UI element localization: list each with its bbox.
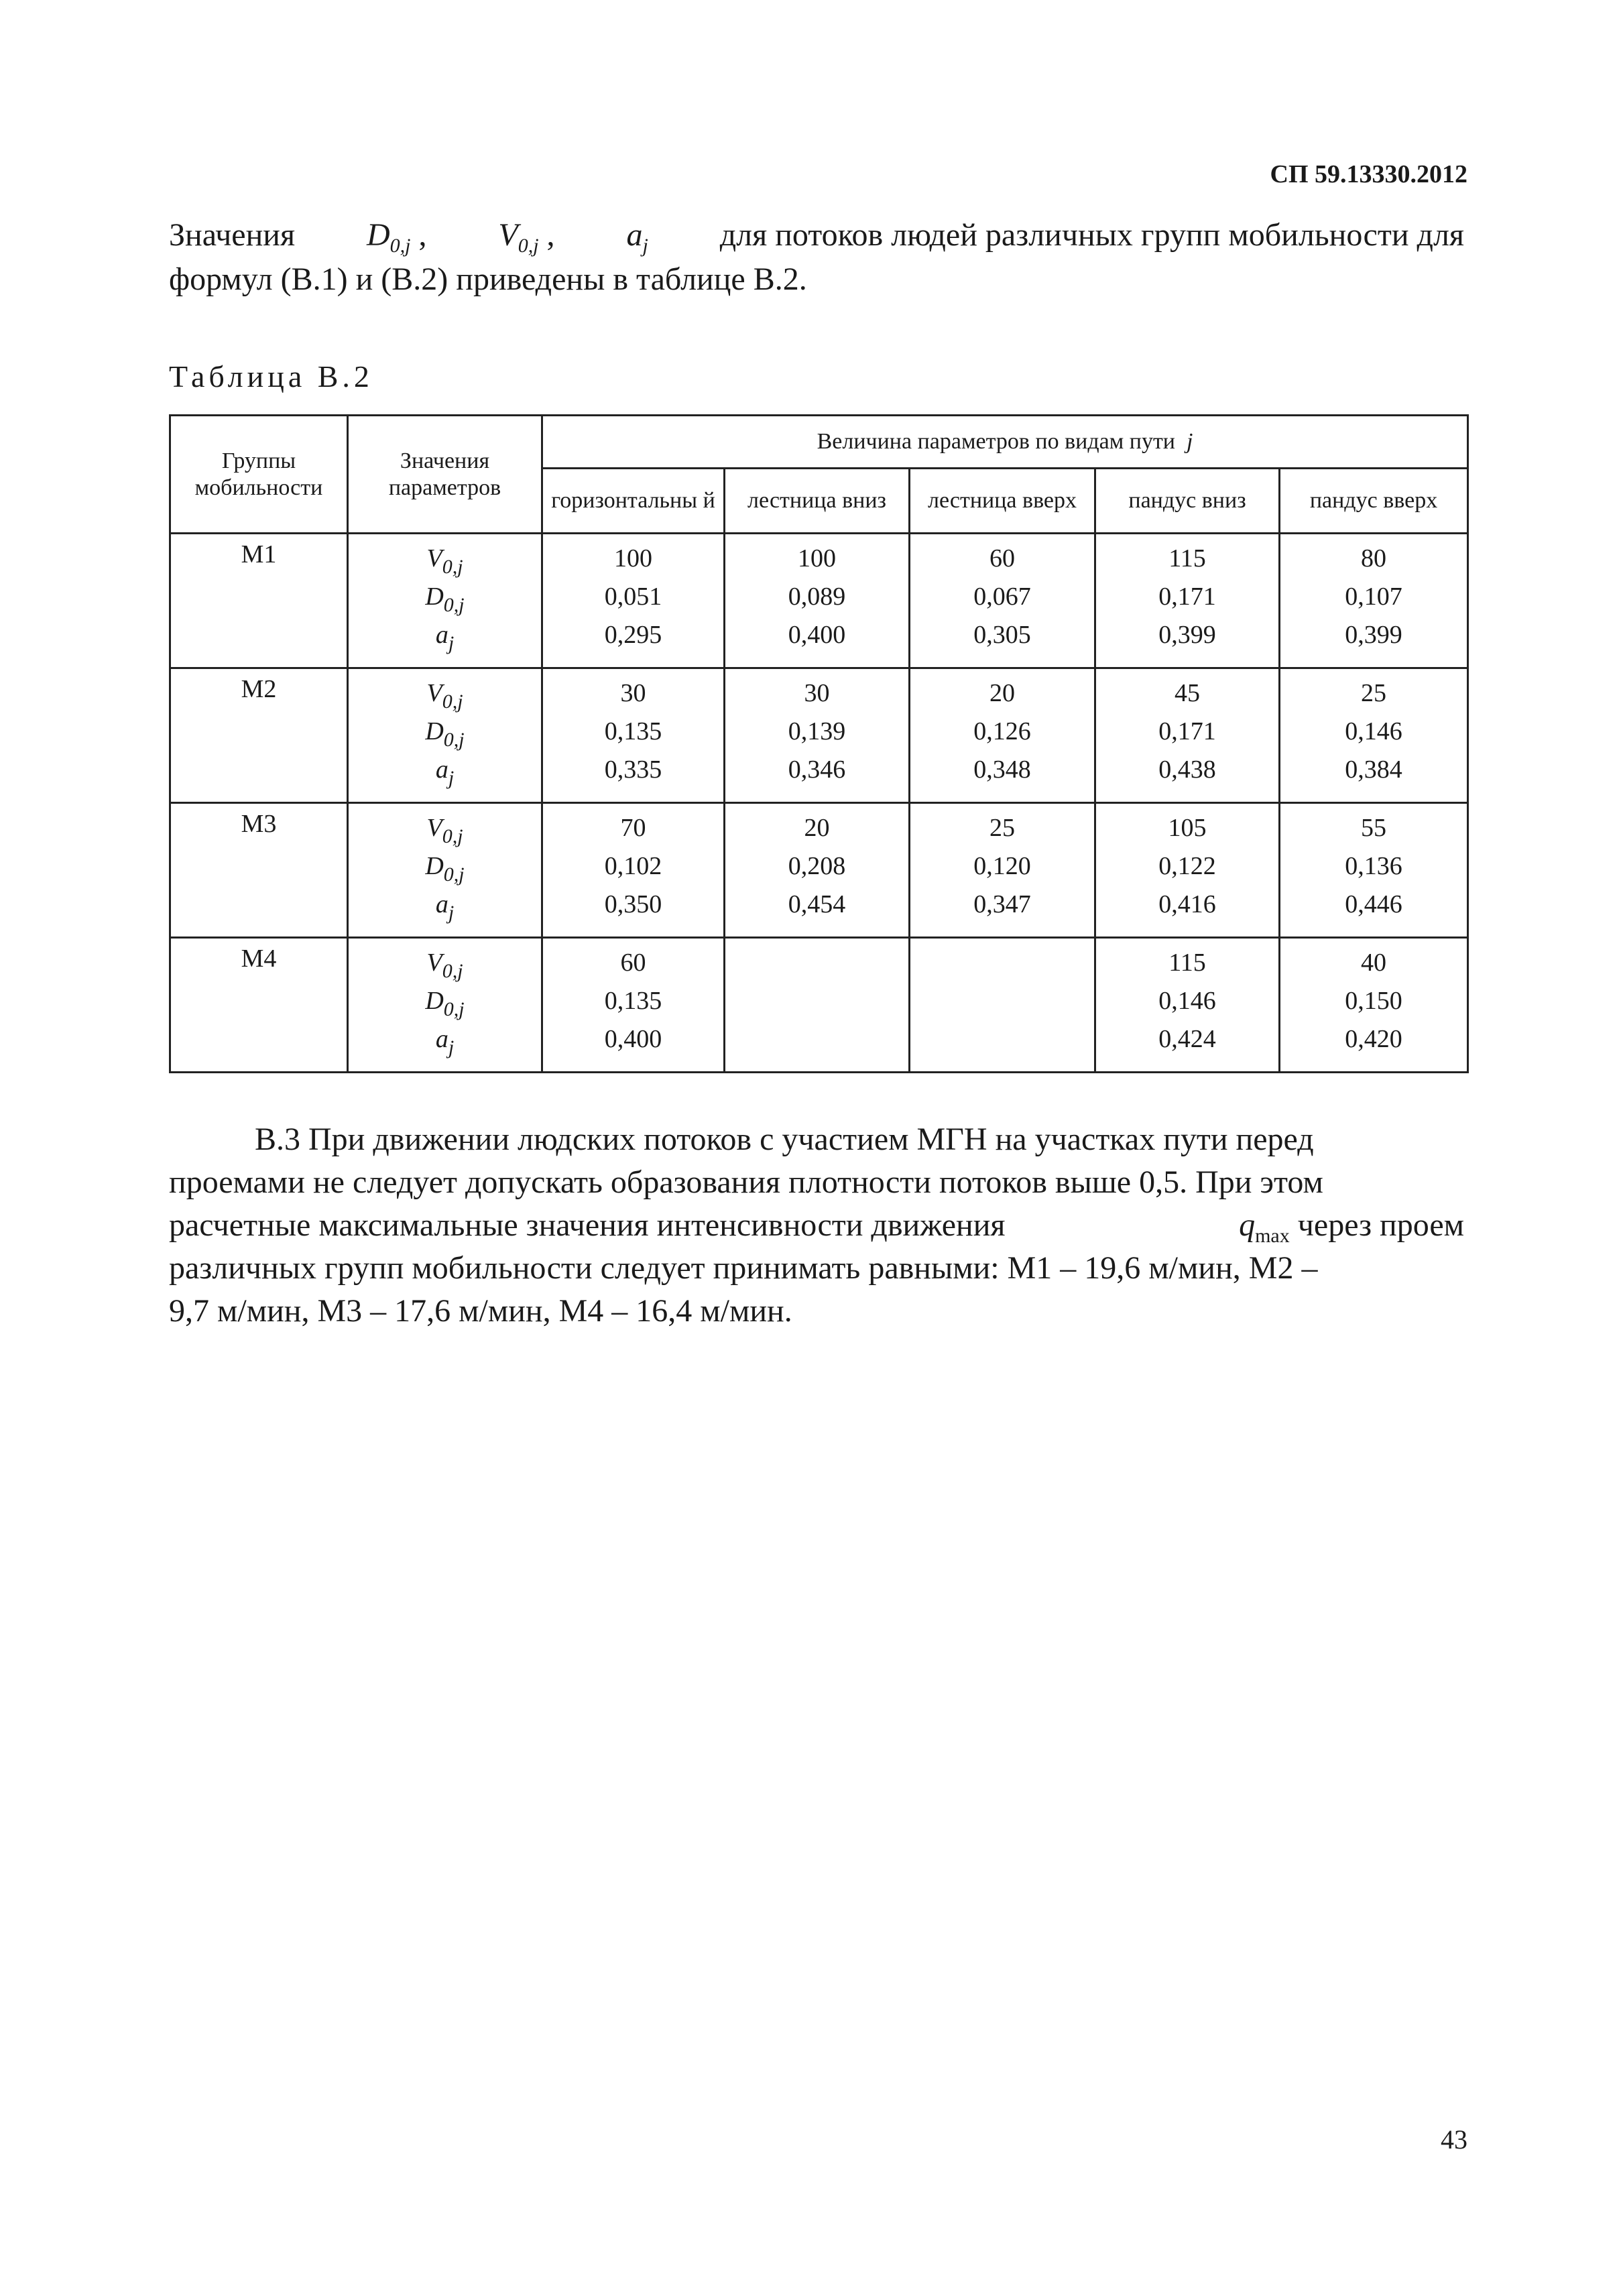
value-cell bbox=[1095, 668, 1280, 803]
value bbox=[910, 944, 1094, 982]
value: 0,067 bbox=[973, 583, 1031, 611]
value: 30 bbox=[804, 679, 830, 707]
clause-line-4: различных групп мобильности следует принимать равными: М1 – 19,6 м/мин, М2 – bbox=[169, 1250, 1318, 1286]
value-cell bbox=[542, 668, 725, 803]
header-col-stairs-up: лестница вверх bbox=[910, 469, 1095, 534]
table-row bbox=[170, 803, 1468, 938]
value: 40 bbox=[1361, 949, 1387, 977]
header-params: Значения параметров bbox=[348, 416, 542, 534]
value-cell bbox=[910, 534, 1095, 668]
value: 0,051 bbox=[604, 583, 662, 611]
value-cell bbox=[1280, 938, 1468, 1073]
group-cell: М3 bbox=[170, 803, 348, 938]
value: 0,350 bbox=[604, 890, 662, 918]
intro-word: Значения bbox=[169, 217, 296, 253]
param-label: $a_j$ bbox=[435, 756, 455, 789]
table-caption: Таблица В.2 bbox=[169, 359, 373, 394]
value: 0,107 bbox=[1345, 583, 1402, 611]
header-col-ramp-down: пандус вниз bbox=[1095, 469, 1280, 534]
value-cell bbox=[542, 803, 725, 938]
value bbox=[910, 1020, 1094, 1059]
intro-line-1 bbox=[169, 213, 1464, 257]
value: 0,384 bbox=[1345, 756, 1402, 784]
value: 0,348 bbox=[973, 756, 1031, 784]
value: 0,135 bbox=[604, 987, 662, 1015]
value: 0,400 bbox=[604, 1025, 662, 1053]
value-cell bbox=[1280, 534, 1468, 668]
group-cell: М4 bbox=[170, 938, 348, 1073]
value: 0,208 bbox=[788, 852, 846, 880]
value: 0,424 bbox=[1158, 1025, 1216, 1053]
value-cell bbox=[725, 938, 910, 1073]
header-groups: Группы мобильности bbox=[170, 416, 348, 534]
value: 30 bbox=[620, 679, 646, 707]
value: 25 bbox=[989, 814, 1015, 842]
value: 0,420 bbox=[1345, 1025, 1402, 1053]
value: 60 bbox=[989, 544, 1015, 572]
value bbox=[725, 982, 908, 1020]
table-body bbox=[170, 534, 1468, 1073]
value: 0,136 bbox=[1345, 852, 1402, 880]
parameters-table bbox=[169, 414, 1469, 1073]
param-label: $a_j$ bbox=[435, 621, 455, 654]
clause-line-2: проемами не следует допускать образования плотности потоков выше 0,5. При этом bbox=[169, 1164, 1323, 1200]
value: 0,120 bbox=[973, 852, 1031, 880]
value-cell bbox=[910, 803, 1095, 938]
intro-paragraph bbox=[169, 213, 1464, 302]
value: 60 bbox=[620, 949, 646, 977]
value: 0,438 bbox=[1158, 756, 1216, 784]
value-cell bbox=[1095, 534, 1280, 668]
param-label: $D_{0,j}$ bbox=[425, 717, 465, 751]
value: 105 bbox=[1168, 814, 1207, 842]
clause-b3 bbox=[169, 1118, 1464, 1333]
value-cell bbox=[725, 803, 910, 938]
value: 100 bbox=[798, 544, 836, 572]
table-row bbox=[170, 534, 1468, 668]
value-cell bbox=[910, 938, 1095, 1073]
params-cell bbox=[348, 534, 542, 668]
value: 0,399 bbox=[1345, 621, 1402, 649]
var-aj: $a_j$ bbox=[626, 217, 648, 257]
value: 0,150 bbox=[1345, 987, 1402, 1015]
value: 0,171 bbox=[1158, 583, 1216, 611]
value: 0,305 bbox=[973, 621, 1031, 649]
value: 80 bbox=[1361, 544, 1387, 572]
value-cell bbox=[725, 534, 910, 668]
value: 0,346 bbox=[788, 756, 846, 784]
param-label: $a_j$ bbox=[435, 1025, 455, 1059]
header-span: Величина параметров по видам пути j bbox=[542, 416, 1468, 469]
value: 0,146 bbox=[1158, 987, 1216, 1015]
value bbox=[725, 1020, 908, 1059]
intro-text: для потоков людей различных групп мобильности для bbox=[719, 217, 1464, 253]
header-col-ramp-up: пандус вверх bbox=[1280, 469, 1468, 534]
document-code: СП 59.13330.2012 bbox=[1270, 160, 1467, 188]
value: 0,347 bbox=[973, 890, 1031, 918]
value: 0,102 bbox=[604, 852, 662, 880]
value: 70 bbox=[620, 814, 646, 842]
value-cell bbox=[910, 668, 1095, 803]
group-cell: М2 bbox=[170, 668, 348, 803]
value: 25 bbox=[1361, 679, 1387, 707]
value-cell bbox=[542, 938, 725, 1073]
params-cell bbox=[348, 938, 542, 1073]
param-label: $D_{0,j}$ bbox=[425, 583, 465, 616]
table-row bbox=[170, 668, 1468, 803]
value: 0,122 bbox=[1158, 852, 1216, 880]
value: 0,446 bbox=[1345, 890, 1402, 918]
param-label: $D_{0,j}$ bbox=[425, 987, 465, 1020]
param-label: $V_{0,j}$ bbox=[426, 949, 463, 982]
value-cell bbox=[1095, 938, 1280, 1073]
value: 0,135 bbox=[604, 717, 662, 745]
clause-line-5: 9,7 м/мин, М3 – 17,6 м/мин, М4 – 16,4 м/мин. bbox=[169, 1293, 792, 1329]
value: 0,416 bbox=[1158, 890, 1216, 918]
value: 115 bbox=[1168, 949, 1206, 977]
group-cell: М1 bbox=[170, 534, 348, 668]
value-cell bbox=[1280, 668, 1468, 803]
table-row bbox=[170, 938, 1468, 1073]
value: 20 bbox=[989, 679, 1015, 707]
value: 0,335 bbox=[604, 756, 662, 784]
param-label: $V_{0,j}$ bbox=[426, 679, 463, 713]
value-cell bbox=[1095, 803, 1280, 938]
value: 0,126 bbox=[973, 717, 1031, 745]
value bbox=[725, 944, 908, 982]
param-label: $D_{0,j}$ bbox=[425, 852, 465, 886]
value: 0,295 bbox=[604, 621, 662, 649]
value: 0,399 bbox=[1158, 621, 1216, 649]
value: 0,454 bbox=[788, 890, 846, 918]
params-cell bbox=[348, 803, 542, 938]
param-label: $V_{0,j}$ bbox=[426, 544, 463, 578]
intro-line-2: формул (В.1) и (В.2) приведены в таблице В.2. bbox=[169, 261, 807, 297]
value: 20 bbox=[804, 814, 830, 842]
value: 0,146 bbox=[1345, 717, 1402, 745]
value: 0,089 bbox=[788, 583, 846, 611]
value: 45 bbox=[1175, 679, 1200, 707]
params-cell bbox=[348, 668, 542, 803]
value: 0,139 bbox=[788, 717, 846, 745]
var-v0j: $V_{0,j}$ , bbox=[498, 217, 555, 257]
value: 115 bbox=[1168, 544, 1206, 572]
value: 55 bbox=[1361, 814, 1387, 842]
page-number: 43 bbox=[1441, 2124, 1467, 2155]
value bbox=[910, 982, 1094, 1020]
value-cell bbox=[725, 668, 910, 803]
var-d0j: $D_{0,j}$ , bbox=[366, 217, 427, 257]
value-cell bbox=[1280, 803, 1468, 938]
header-col-horizontal: горизонтальны й bbox=[542, 469, 725, 534]
clause-line-1: В.3 При движении людских потоков с участием МГН на участках пути перед bbox=[255, 1122, 1314, 1157]
clause-line-3: расчетные максимальные значения интенсивности движения $q_{max}$ через проем bbox=[169, 1207, 1464, 1247]
param-label: $a_j$ bbox=[435, 890, 455, 924]
param-label: $V_{0,j}$ bbox=[426, 814, 463, 847]
header-col-stairs-down: лестница вниз bbox=[725, 469, 910, 534]
value: 0,171 bbox=[1158, 717, 1216, 745]
value: 100 bbox=[614, 544, 652, 572]
value-cell bbox=[542, 534, 725, 668]
value: 0,400 bbox=[788, 621, 846, 649]
